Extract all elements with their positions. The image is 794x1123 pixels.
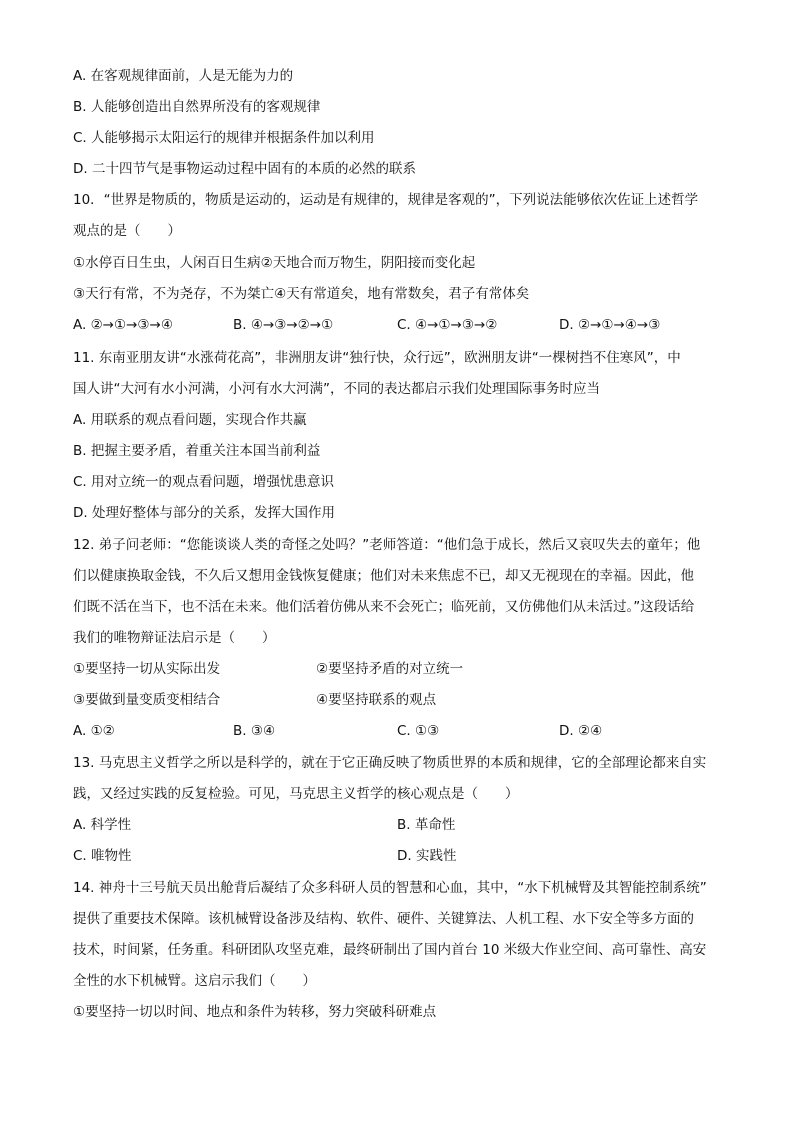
q10-option-a: A. ②→①→③→④ [73, 317, 173, 333]
q9-option-b: B. 人能够创造出自然界所没有的客观规律 [73, 99, 321, 115]
q13-option-b: B. 革命性 [397, 817, 456, 833]
q12-item-3: ③要做到量变质变相结合 [73, 692, 221, 708]
q14-stem-line-2: 提供了重要技术保障。该机械臂设备涉及结构、软件、硬件、关键算法、人机工程、水下安全等多方面的 [73, 911, 694, 927]
q10-option-d: D. ②→①→④→③ [559, 317, 661, 333]
q12-option-d: D. ②④ [559, 723, 603, 739]
q10-stem-line-2: 观点的是（ ） [73, 223, 181, 239]
q11-option-a: A. 用联系的观点看问题，实现合作共赢 [73, 412, 307, 428]
q11-option-d: D. 处理好整体与部分的关系，发挥大国作用 [73, 505, 335, 521]
q12-option-a: A. ①② [73, 723, 115, 739]
q10-item-line-1: ①水停百日生虫，人闲百日生病②天地合而万物生，阴阳接而变化起 [73, 255, 476, 271]
q12-stem-line-2: 们以健康换取金钱，不久后又想用金钱恢复健康；他们对未来焦虑不已，却又无视现在的幸福。因此，他 [73, 568, 694, 584]
q10-item-line-2: ③天行有常，不为尧存，不为桀亡④天有常道矣，地有常数矣，君子有常体矣 [73, 286, 530, 302]
q9-option-d: D. 二十四节气是事物运动过程中固有的本质的必然的联系 [73, 161, 416, 177]
q11-option-b: B. 把握主要矛盾，着重关注本国当前利益 [73, 443, 321, 459]
q13-option-d: D. 实践性 [397, 848, 457, 864]
q10-option-b: B. ④→③→②→① [233, 317, 334, 333]
q14-stem-line-4: 全性的水下机械臂。这启示我们（ ） [73, 973, 316, 989]
q9-option-c: C. 人能够揭示太阳运行的规律并根据条件加以利用 [73, 130, 375, 146]
q13-stem-line-2: 践，又经过实践的反复检验。可见，马克思主义哲学的核心观点是（ ） [73, 786, 519, 802]
q13-option-a: A. 科学性 [73, 817, 132, 833]
q12-option-b: B. ③④ [233, 723, 276, 739]
q14-stem-line-1: 14. 神舟十三号航天员出舱背后凝结了众多科研人员的智慧和心血，其中，“水下机械臂及其智能控制系统” [73, 880, 707, 896]
q13-option-c: C. 唯物性 [73, 848, 132, 864]
q10-option-c: C. ④→①→③→② [397, 317, 498, 333]
q12-option-c: C. ①③ [397, 723, 440, 739]
q11-stem-line-2: 国人讲“大河有水小河满，小河有水大河满”，不同的表达都启示我们处理国际事务时应当 [73, 381, 600, 397]
q11-stem-line-1: 11. 东南亚朋友讲“水涨荷花高”，非洲朋友讲“独行快，众行远”，欧洲朋友讲“一棵树挡不住寒风”，中 [73, 350, 681, 366]
q12-stem-line-1: 12. 弟子问老师：“您能谈谈人类的奇怪之处吗？”老师答道：“他们急于成长，然后又哀叹失去的童年；他 [73, 537, 701, 553]
q10-stem-line-1: 10．“世界是物质的，物质是运动的，运动是有规律的，规律是客观的”，下列说法能够依次佐证上述哲学 [73, 192, 699, 208]
q12-item-4: ④要坚持联系的观点 [316, 692, 437, 708]
q12-item-1: ①要坚持一切从实际出发 [73, 661, 221, 677]
q14-stem-line-3: 技术，时间紧，任务重。科研团队攻坚克难，最终研制出了国内首台 10 米级大作业空间、高可靠性、高安 [73, 942, 707, 958]
q13-stem-line-1: 13. 马克思主义哲学之所以是科学的，就在于它正确反映了物质世界的本质和规律，它的全部理论都来自实 [73, 755, 707, 771]
q11-option-c: C. 用对立统一的观点看问题，增强忧患意识 [73, 474, 335, 490]
q12-item-2: ②要坚持矛盾的对立统一 [316, 661, 464, 677]
q14-item-1: ①要坚持一切以时间、地点和条件为转移，努力突破科研难点 [73, 1004, 437, 1020]
q9-option-a: A. 在客观规律面前，人是无能为力的 [73, 68, 294, 84]
q12-stem-line-3: 们既不活在当下，也不活在未来。他们活着仿佛从来不会死亡；临死前，又仿佛他们从未活过。”这段话给 [73, 599, 695, 615]
q12-stem-line-4: 我们的唯物辩证法启示是（ ） [73, 630, 276, 646]
